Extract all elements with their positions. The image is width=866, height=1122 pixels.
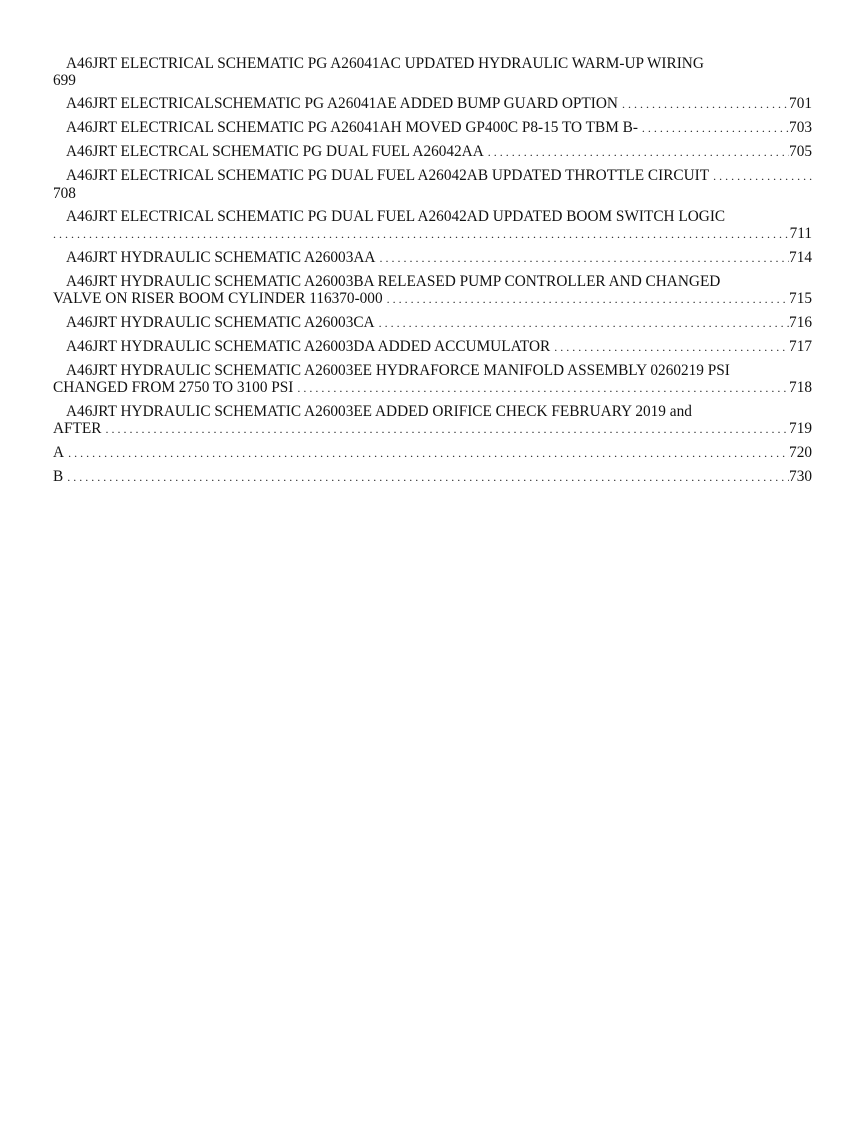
toc-entry-title-continued: AFTER bbox=[53, 420, 102, 437]
dot-leader bbox=[63, 469, 789, 486]
toc-entry[interactable] bbox=[53, 143, 812, 161]
toc-entry[interactable] bbox=[53, 249, 812, 267]
dot-leader bbox=[64, 445, 789, 462]
toc-entry-title: B bbox=[53, 468, 64, 485]
toc-entry-title: A46JRT HYDRAULIC SCHEMATIC A26003CA bbox=[66, 314, 375, 331]
toc-entry[interactable] bbox=[53, 468, 812, 486]
toc-entry[interactable] bbox=[53, 444, 812, 462]
dot-leader bbox=[383, 291, 789, 308]
toc-entry[interactable] bbox=[53, 95, 812, 113]
table-of-contents bbox=[53, 55, 812, 492]
toc-entry-page: 730 bbox=[789, 468, 812, 485]
toc-entry-page: 717 bbox=[789, 338, 812, 355]
toc-entry[interactable] bbox=[53, 338, 812, 356]
toc-entry-page: 699 bbox=[53, 72, 76, 89]
toc-entry-page: 701 bbox=[789, 95, 812, 112]
toc-entry-title: A46JRT ELECTRICALSCHEMATIC PG A26041AE ADDED BUMP GUARD OPTION bbox=[66, 95, 618, 112]
toc-entry-page: 716 bbox=[789, 314, 812, 331]
toc-entry[interactable] bbox=[53, 208, 812, 243]
toc-entry-page: 703 bbox=[789, 119, 812, 136]
toc-entry[interactable] bbox=[53, 55, 812, 89]
toc-entry-title: A46JRT HYDRAULIC SCHEMATIC A26003EE HYDRAFORCE MANIFOLD ASSEMBLY 0260219 PSI bbox=[66, 362, 730, 379]
toc-entry-title: A46JRT HYDRAULIC SCHEMATIC A26003AA bbox=[66, 249, 376, 266]
toc-entry-title: A46JRT ELECTRICAL SCHEMATIC PG DUAL FUEL A26042AD UPDATED BOOM SWITCH LOGIC bbox=[66, 208, 726, 225]
toc-entry[interactable] bbox=[53, 362, 812, 397]
toc-entry[interactable] bbox=[53, 403, 812, 438]
dot-leader bbox=[618, 96, 789, 113]
toc-entry-page: 718 bbox=[789, 379, 812, 396]
dot-leader bbox=[484, 144, 789, 161]
toc-entry-page: 711 bbox=[789, 225, 812, 242]
toc-entry-page: 719 bbox=[789, 420, 812, 437]
dot-leader bbox=[101, 421, 789, 438]
toc-entry-page: 715 bbox=[789, 290, 812, 307]
toc-entry-page: 714 bbox=[789, 249, 812, 266]
dot-leader bbox=[375, 315, 789, 332]
toc-entry-title-continued: VALVE ON RISER BOOM CYLINDER 116370-000 bbox=[53, 290, 383, 307]
toc-entry-title: A bbox=[53, 444, 65, 461]
dot-leader bbox=[375, 250, 789, 267]
dot-leader bbox=[550, 339, 789, 356]
toc-entry-title-continued: CHANGED FROM 2750 TO 3100 PSI bbox=[53, 379, 294, 396]
toc-entry-title: A46JRT HYDRAULIC SCHEMATIC A26003DA ADDED ACCUMULATOR bbox=[66, 338, 551, 355]
toc-entry-page: 705 bbox=[789, 143, 812, 160]
toc-entry[interactable] bbox=[53, 119, 812, 137]
toc-entry-title: A46JRT HYDRAULIC SCHEMATIC A26003EE ADDED ORIFICE CHECK FEBRUARY 2019 and bbox=[66, 403, 692, 420]
dot-leader bbox=[293, 380, 789, 397]
toc-entry[interactable] bbox=[53, 314, 812, 332]
toc-entry-title: A46JRT ELECTRICAL SCHEMATIC PG A26041AC UPDATED HYDRAULIC WARM-UP WIRING bbox=[66, 55, 704, 72]
dot-leader bbox=[53, 226, 790, 243]
toc-entry-title: A46JRT ELECTRICAL SCHEMATIC PG A26041AH MOVED GP400C P8-15 TO TBM B- bbox=[66, 119, 638, 136]
toc-entry-page: 708 bbox=[53, 185, 76, 202]
toc-entry[interactable] bbox=[53, 273, 812, 308]
toc-entry-title: A46JRT ELECTRICAL SCHEMATIC PG DUAL FUEL A26042AB UPDATED THROTTLE CIRCUIT bbox=[66, 167, 710, 184]
dot-leader bbox=[709, 168, 812, 185]
dot-leader bbox=[638, 120, 789, 137]
toc-entry-title: A46JRT ELECTRCAL SCHEMATIC PG DUAL FUEL A26042AA bbox=[66, 143, 484, 160]
toc-entry[interactable] bbox=[53, 167, 812, 202]
toc-entry-title: A46JRT HYDRAULIC SCHEMATIC A26003BA RELEASED PUMP CONTROLLER AND CHANGED bbox=[66, 273, 721, 290]
toc-entry-page: 720 bbox=[789, 444, 812, 461]
